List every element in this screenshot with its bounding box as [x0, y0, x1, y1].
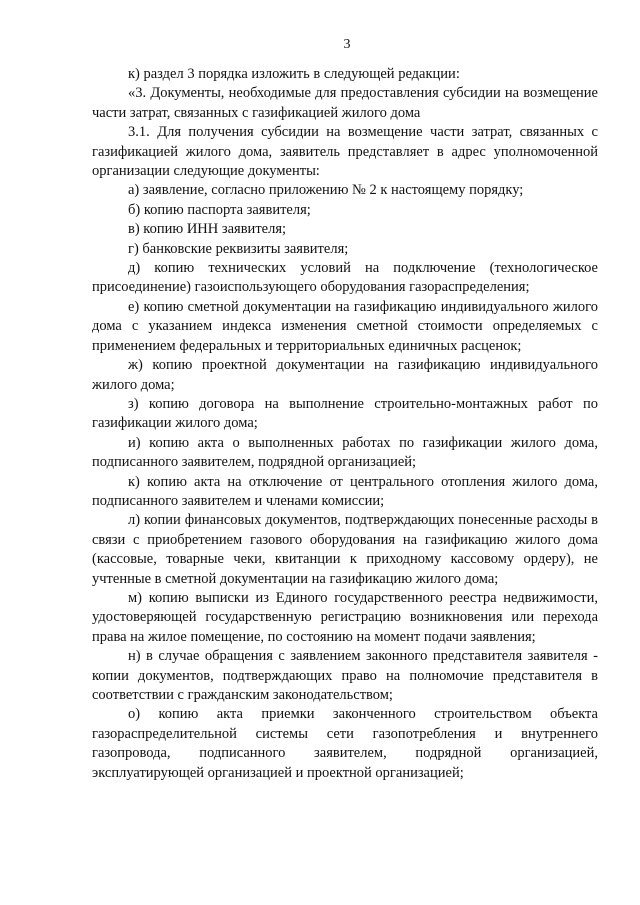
list-item-b: б) копию паспорта заявителя;	[128, 201, 311, 218]
list-item-v: в) копию ИНН заявителя;	[128, 221, 287, 238]
page-number: 3	[343, 37, 351, 52]
list-item-i: и) копию акта о выполненных работах по газификации жилого дома, подписанного заявителем, подрядной организацией;	[92, 434, 598, 471]
list-item-o: о) копию акта приемки законченного строительством объекта газораспределительной системы сети газопотребления и внутреннего газопровода, подписанного заявителем, подрядной организацией, эксплуатирующей организацией и проектной организацией;	[92, 706, 598, 781]
list-item-z: з) копию договора на выполнение строительно-монтажных работ по газификации жилого дома;	[92, 395, 598, 432]
list-item-m: м) копию выписки из Единого государственного реестра недвижимости, удостоверяющей государственную регистрацию возникновения или перехода права на жилое помещение, по состоянию на момент подачи заявления;	[92, 589, 598, 645]
list-item-g: г) банковские реквизиты заявителя;	[128, 240, 349, 257]
list-item-n: н) в случае обращения с заявлением законного представителя заявителя - копии документов, подтверждающих право на полномочие представителя в соответствии с гражданским законодательством;	[92, 648, 598, 703]
paragraph-section-3-title: «3. Документы, необходимые для предоставления субсидии на возмещение части затрат, связанных с газификацией жилого дома	[92, 85, 598, 121]
list-item-k: к) копию акта на отключение от центрального отопления жилого дома, подписанного заявителем и членами комиссии;	[92, 473, 598, 509]
paragraph-3-1: 3.1. Для получения субсидии на возмещение части затрат, связанных с газификацией жилого дома, заявитель представляет в адрес уполномоченной организации следующие документы:	[92, 124, 598, 180]
list-item-zh: ж) копию проектной документации на газификацию индивидуального жилого дома;	[92, 357, 598, 393]
paragraph-k-intro: к) раздел 3 порядка изложить в следующей редакции:	[128, 66, 460, 82]
list-item-l: л) копии финансовых документов, подтверждающих понесенные расходы в связи с приобретением газового оборудования на газификацию жилого дома (кассовые, товарные чеки, квитанции к приходному кассовому ордеру), не учтенные в сметной документации на газификацию жилого дома;	[92, 512, 598, 587]
list-item-e: е) копию сметной документации на газификацию индивидуального жилого дома с указанием индекса изменения сметной стоимости определяемых с применением федеральных и территориальных единичных расценок;	[92, 298, 598, 354]
list-item-a: а) заявление, согласно приложению № 2 к настоящему порядку;	[128, 182, 524, 199]
list-item-d: д) копию технических условий на подключение (технологическое присоединение) газоиспользующего оборудования газораспределения;	[92, 260, 598, 296]
